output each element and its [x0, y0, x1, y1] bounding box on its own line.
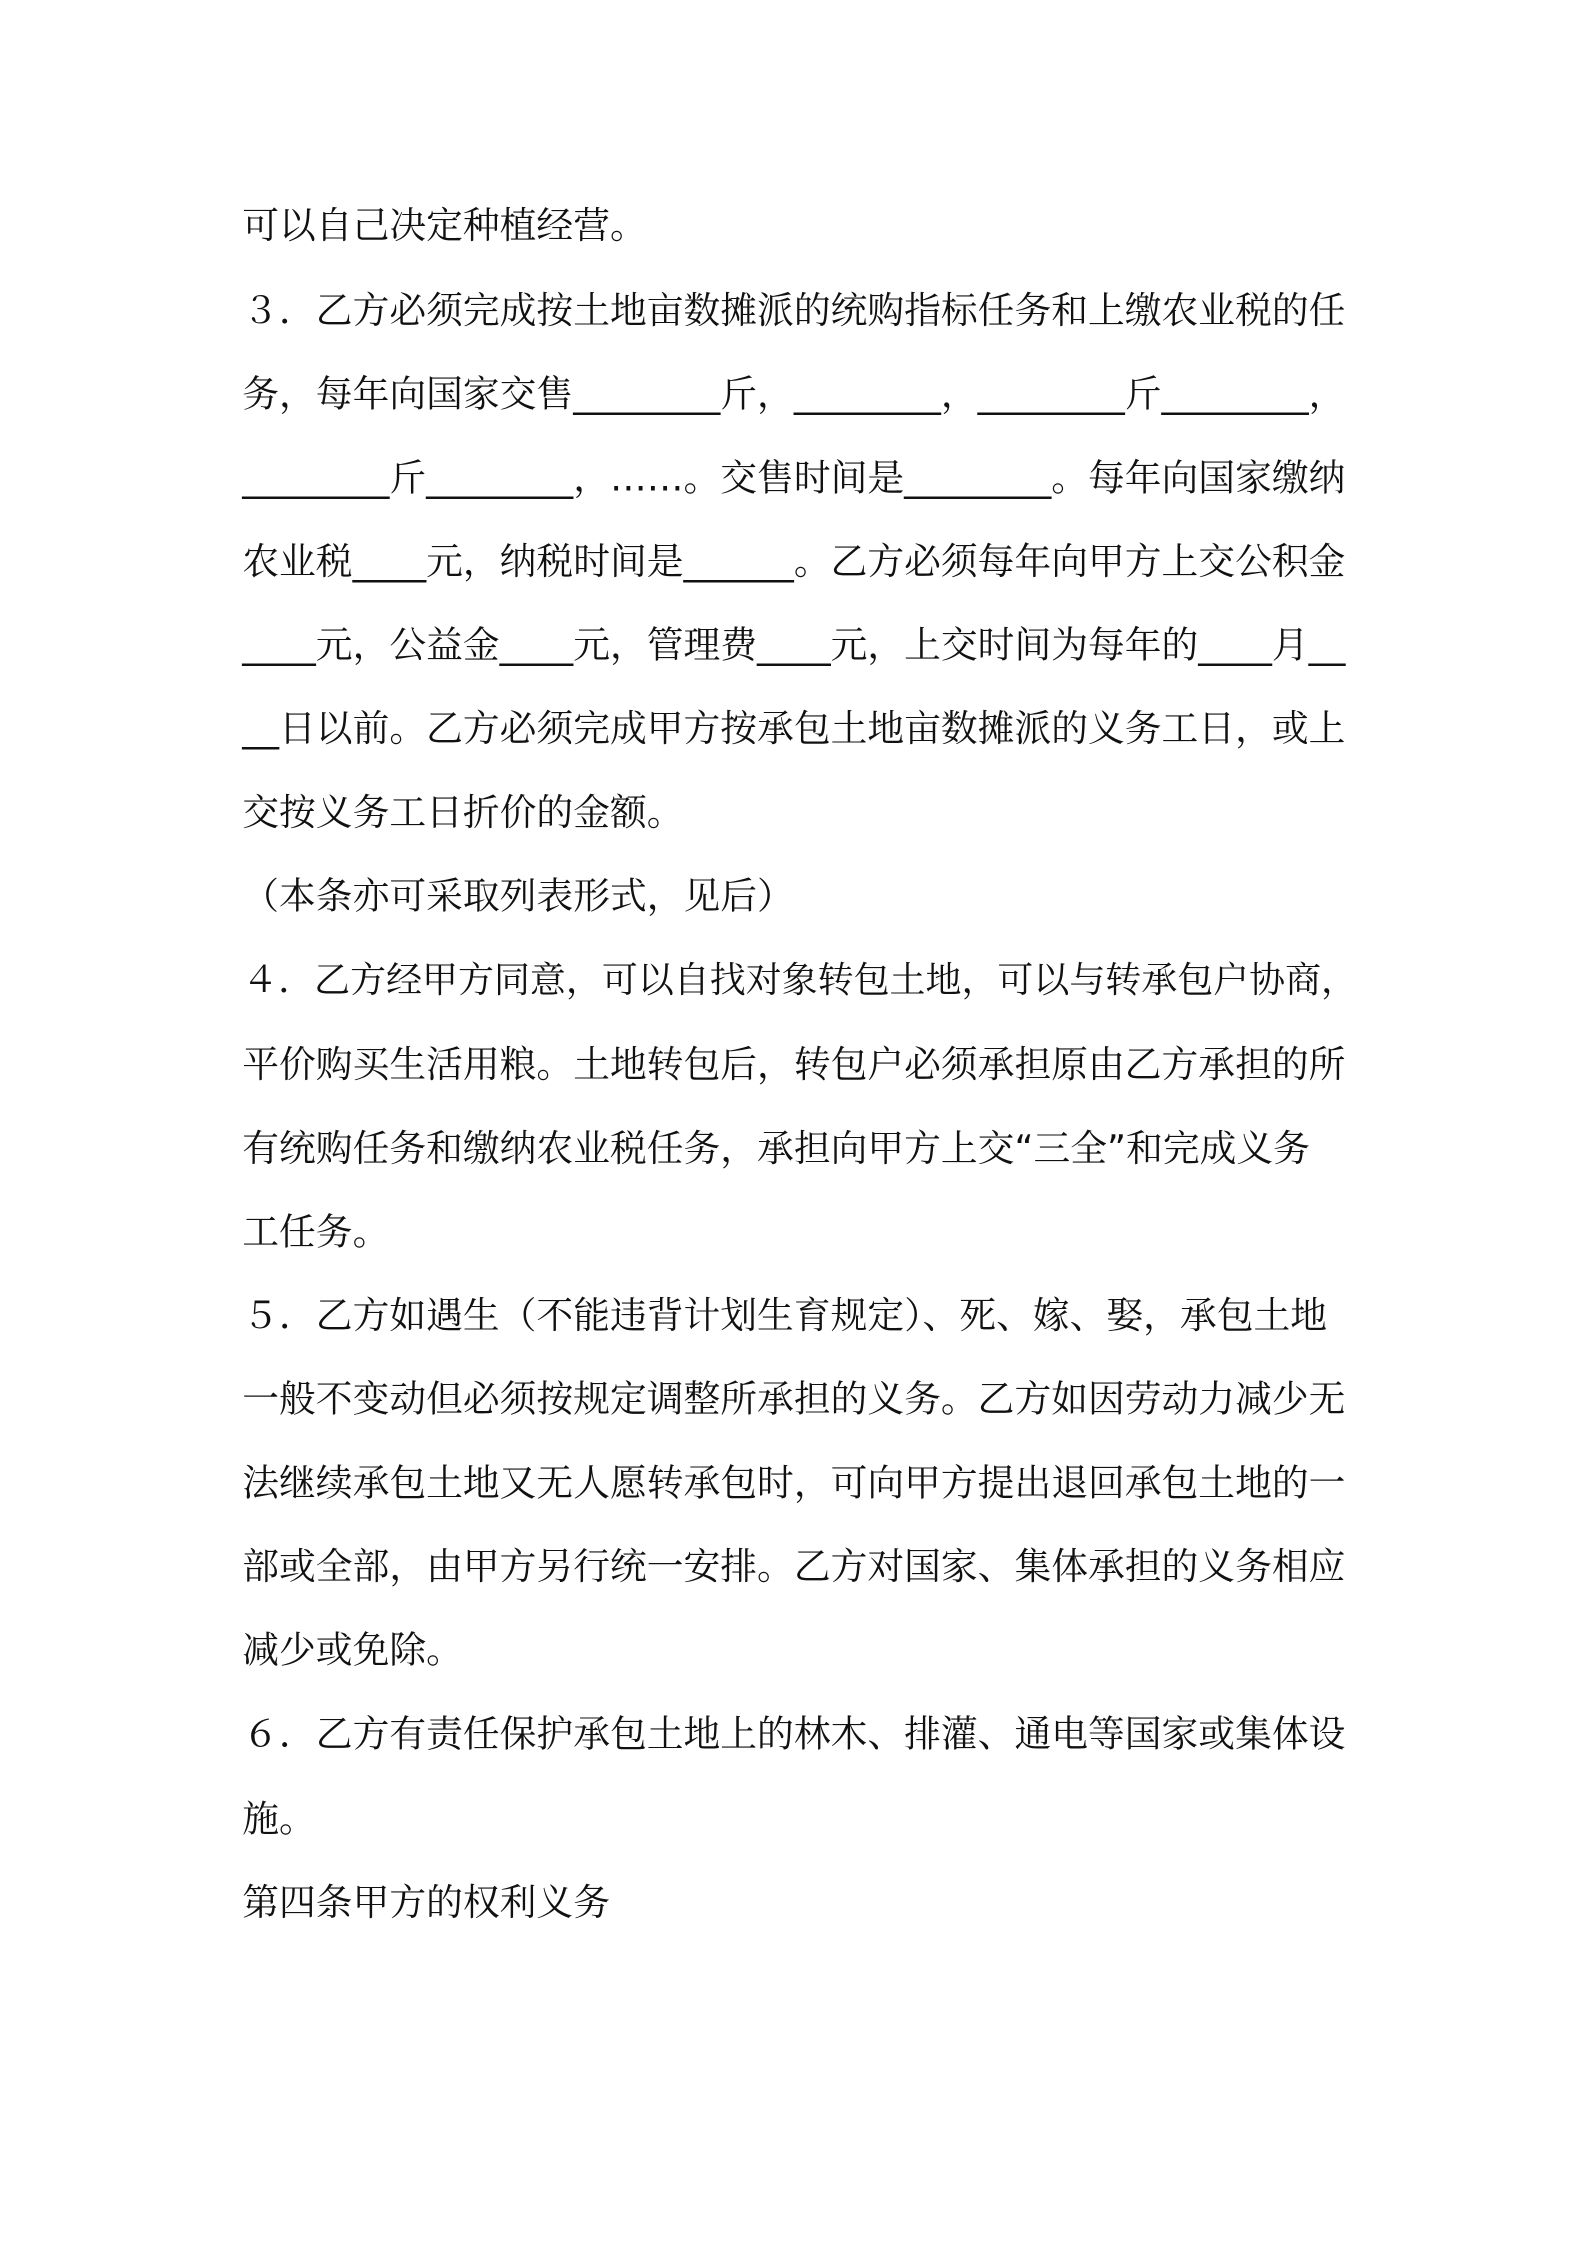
line-17: 部或全部，由甲方另行统一安排。乙方对国家、集体承担的义务相应: [242, 1545, 1346, 1590]
line-18: 减少或免除。: [242, 1629, 463, 1673]
line-13: 工任务。: [242, 1211, 390, 1255]
line-15: 一般不变动但必须按规定调整所承担的义务。乙方如因劳动力减少无: [242, 1378, 1346, 1422]
line-14: ５．乙方如遇生（不能违背计划生育规定）、死、嫁、娶，承包土地: [242, 1294, 1328, 1339]
line-4: ________斤________，……。交售时间是________。每年向国家缴纳: [242, 457, 1346, 501]
line-20: 施。: [242, 1798, 316, 1842]
line-19: ６．乙方有责任保护承包土地上的林木、排灌、通电等国家或集体设: [242, 1713, 1346, 1757]
line-9: （本条亦可采取列表形式，见后）: [242, 875, 794, 919]
line-12: 有统购任务和缴纳农业税任务，承担向甲方上交“三全”和完成义务: [242, 1127, 1310, 1171]
line-8: 交按义务工日折价的金额。: [242, 791, 684, 835]
line-3: 务，每年向国家交售________斤，________，________斤________，: [242, 373, 1346, 417]
line-6: ____元，公益金____元，管理费____元，上交时间为每年的____月__: [242, 624, 1346, 668]
line-11: 平价购买生活用粮。土地转包后，转包户必须承担原由乙方承担的所: [242, 1044, 1346, 1088]
line-5: 农业税____元，纳税时间是______。乙方必须每年向甲方上交公积金: [242, 540, 1346, 585]
line-7: __日以前。乙方必须完成甲方按承包土地亩数摊派的义务工日，或上: [242, 708, 1346, 752]
line-1: 可以自己决定种植经营。: [242, 204, 647, 249]
line-2: ３．乙方必须完成按土地亩数摊派的统购指标任务和上缴农业税的任: [242, 289, 1346, 334]
line-10: ４．乙方经甲方同意，可以自找对象转包土地，可以与转承包户协商，: [242, 958, 1358, 1001]
line-16: 法继续承包土地又无人愿转承包时，可向甲方提出退回承包土地的一: [242, 1462, 1346, 1506]
section-heading: 第四条甲方的权利义务: [242, 1881, 610, 1926]
